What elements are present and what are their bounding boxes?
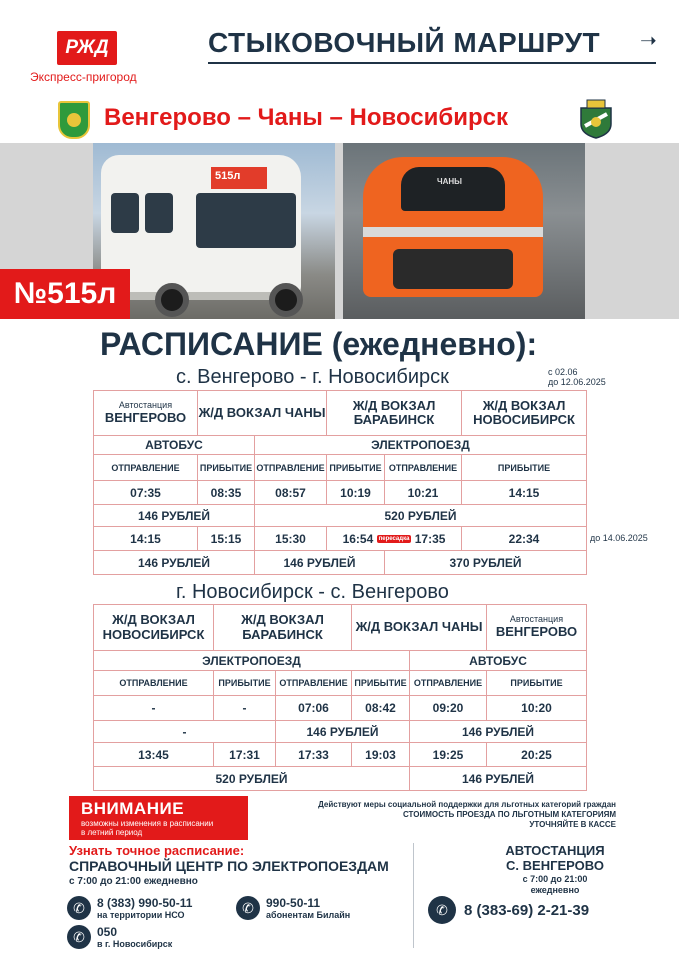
column-subheader: ОТПРАВЛЕНИЕ <box>276 671 352 696</box>
station-header: Автостанция ВЕНГЕРОВО <box>487 605 587 651</box>
transfer-badge: пересадка <box>378 536 410 543</box>
direction-title-return: г. Новосибирск - с. Венгерово <box>176 581 449 603</box>
mode-label: АВТОБУС <box>94 436 255 455</box>
time-cell: 15:30 <box>255 527 327 551</box>
schedule-table-outbound <box>93 390 587 575</box>
station-header: Автостанция ВЕНГЕРОВО <box>94 391 198 436</box>
time-cell: 15:15 <box>198 527 255 551</box>
warning-box <box>69 796 248 840</box>
info-center-hours: с 7:00 до 21:00 ежедневно <box>69 876 198 887</box>
validity-note: с 02.06 до 12.06.2025 <box>548 367 606 388</box>
station-header: Ж/Д ВОКЗАЛ ЧАНЫ <box>198 391 327 436</box>
price-cell: 146 РУБЛЕЙ <box>410 767 587 791</box>
social-support-note: Действуют меры социальной поддержки для льготных категорий граждан СТОИМОСТЬ ПРОЕЗДА ПО ЛЬГОТНЫМ КАТЕГОРИЯМ УТОЧНЯЙТЕ В КАССЕ <box>318 800 616 829</box>
column-subheader: ОТПРАВЛЕНИЕ <box>94 671 214 696</box>
time-cell: 14:15 <box>94 527 198 551</box>
time-cell: 07:35 <box>94 481 198 505</box>
vengerovo-coat-of-arms-icon <box>58 101 90 139</box>
price-cell: 370 РУБЛЕЙ <box>385 551 587 575</box>
price-cell: 146 РУБЛЕЙ <box>410 721 587 743</box>
station-header: Ж/Д ВОКЗАЛ НОВОСИБИРСК <box>462 391 587 436</box>
time-cell: 20:25 <box>487 743 587 767</box>
bus-station-phone[interactable]: ✆ 8 (383-69) 2-21-39 <box>428 896 589 924</box>
route-number-badge: №515л <box>0 269 130 319</box>
time-cell: 07:06 <box>276 696 352 721</box>
column-subheader: ПРИБЫТИЕ <box>214 671 276 696</box>
station-header: Ж/Д ВОКЗАЛ БАРАБИНСК <box>214 605 352 651</box>
column-subheader: ОТПРАВЛЕНИЕ <box>255 455 327 481</box>
time-cell: 10:21 <box>385 481 462 505</box>
page-title: СТЫКОВОЧНЫЙ МАРШРУТ <box>208 27 601 58</box>
phone-icon: ✆ <box>236 896 260 920</box>
warning-text: в летний период <box>81 828 143 838</box>
time-cell: 17:33 <box>276 743 352 767</box>
title-underline <box>208 62 656 64</box>
time-cell: 10:19 <box>327 481 385 505</box>
phone-icon: ✆ <box>67 896 91 920</box>
column-subheader: ОТПРАВЛЕНИЕ <box>385 455 462 481</box>
column-subheader: ОТПРАВЛЕНИЕ <box>94 455 198 481</box>
time-cell: 08:57 <box>255 481 327 505</box>
price-cell: 146 РУБЛЕЙ <box>276 721 410 743</box>
time-cell: 13:45 <box>94 743 214 767</box>
column-subheader: ПРИБЫТИЕ <box>352 671 410 696</box>
price-cell: - <box>94 721 276 743</box>
station-header: Ж/Д ВОКЗАЛ НОВОСИБИРСК <box>94 605 214 651</box>
price-cell: 146 РУБЛЕЙ <box>94 551 255 575</box>
station-header: Ж/Д ВОКЗАЛ БАРАБИНСК <box>327 391 462 436</box>
phone-contact[interactable]: ✆ 990-50-11 абонентам Билайн <box>236 896 350 920</box>
column-subheader: ПРИБЫТИЕ <box>198 455 255 481</box>
price-cell: 146 РУБЛЕЙ <box>94 505 255 527</box>
info-center-name: СПРАВОЧНЫЙ ЦЕНТР ПО ЭЛЕКТРОПОЕЗДАМ <box>69 858 389 874</box>
time-cell: - <box>214 696 276 721</box>
phone-icon: ✆ <box>67 925 91 949</box>
time-cell: - <box>94 696 214 721</box>
column-subheader: ПРИБЫТИЕ <box>462 455 587 481</box>
warning-text: возможны изменения в расписании <box>81 819 214 828</box>
bus-station-hours: с 7:00 до 21:00 ежедневно <box>522 874 588 895</box>
route-title: Венгерово – Чаны – Новосибирск <box>104 104 508 131</box>
bus-station-info: АВТОСТАНЦИЯ С. ВЕНГЕРОВО <box>505 843 605 873</box>
schedule-info-heading: Узнать точное расписание: <box>69 843 245 858</box>
validity-note-2: до 14.06.2025 <box>590 533 648 543</box>
column-subheader: ОТПРАВЛЕНИЕ <box>410 671 487 696</box>
time-cell: 19:03 <box>352 743 410 767</box>
rzd-logo: РЖД <box>57 31 117 65</box>
phone-icon: ✆ <box>428 896 456 924</box>
direction-title-outbound: с. Венгерово - г. Новосибирск <box>176 366 449 388</box>
train-photo <box>343 143 585 319</box>
schedule-table-return <box>93 604 587 791</box>
column-subheader: ПРИБЫТИЕ <box>487 671 587 696</box>
logo-caption: Экспресс-пригород <box>30 70 137 84</box>
time-cell: 19:25 <box>410 743 487 767</box>
time-cell: 22:34 <box>462 527 587 551</box>
time-cell: 17:31 <box>214 743 276 767</box>
mode-label: ЭЛЕКТРОПОЕЗД <box>255 436 587 455</box>
footer-divider <box>413 843 414 948</box>
time-cell: 14:15 <box>462 481 587 505</box>
time-cell: 08:42 <box>352 696 410 721</box>
time-cell-transfer: 16:54 пересадка 17:35 <box>327 527 462 551</box>
price-cell: 520 РУБЛЕЙ <box>94 767 410 791</box>
train-destination-sign: ЧАНЫ <box>437 177 463 186</box>
warning-title: ВНИМАНИЕ <box>81 799 185 818</box>
phone-contact[interactable]: ✆ 050 в г. Новосибирск <box>67 925 172 949</box>
time-cell: 10:20 <box>487 696 587 721</box>
schedule-title: РАСПИСАНИЕ (ежедневно): <box>100 326 538 362</box>
time-cell: 09:20 <box>410 696 487 721</box>
bus-route-sign: 515л <box>211 167 267 189</box>
mode-label: ЭЛЕКТРОПОЕЗД <box>94 651 410 671</box>
mode-label: АВТОБУС <box>410 651 587 671</box>
price-cell: 520 РУБЛЕЙ <box>255 505 587 527</box>
station-header: Ж/Д ВОКЗАЛ ЧАНЫ <box>352 605 487 651</box>
column-subheader: ПРИБЫТИЕ <box>327 455 385 481</box>
novosibirsk-coat-of-arms-icon <box>575 98 617 140</box>
arrow-icon: ➝ <box>640 30 657 52</box>
time-cell: 08:35 <box>198 481 255 505</box>
price-cell: 146 РУБЛЕЙ <box>255 551 385 575</box>
phone-contact[interactable]: ✆ 8 (383) 990-50-11 на территории НСО <box>67 896 192 920</box>
